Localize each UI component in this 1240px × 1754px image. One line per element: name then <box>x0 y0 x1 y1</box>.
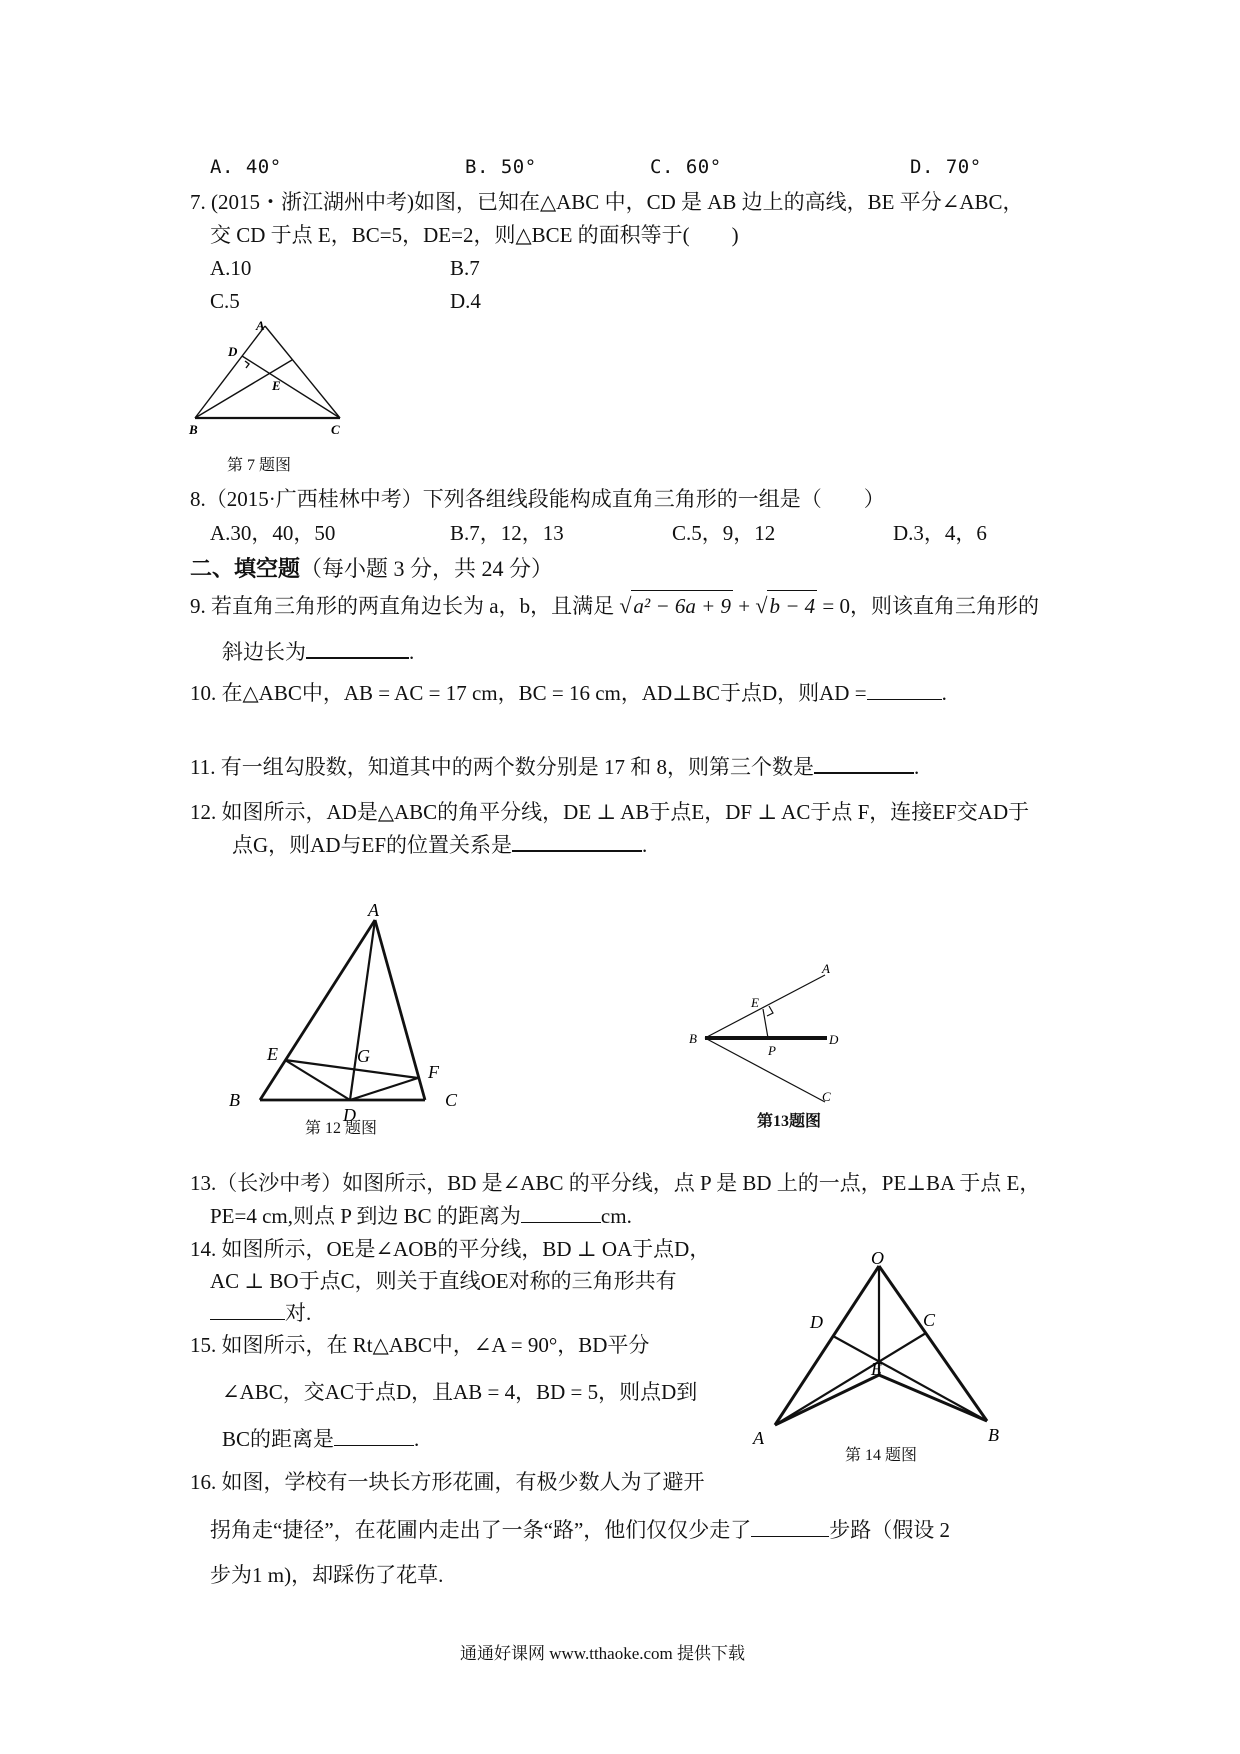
q12-answer-blank[interactable] <box>512 830 642 852</box>
q11-line <box>190 752 919 782</box>
q12-line1: 12. 如图所示，AD是△ABC的角平分线，DE ⊥ AB于点E，DF ⊥ AC于点 F，连接EF交AD于 <box>190 800 1030 824</box>
q14-caption: 第 14 题图 <box>845 1447 918 1464</box>
q7-label-a: A <box>256 318 265 333</box>
q12-label-g: G <box>357 1046 370 1066</box>
q15-answer-blank[interactable] <box>334 1425 414 1446</box>
q14-label-a: A <box>753 1428 764 1448</box>
q12-label-b: B <box>229 1090 240 1110</box>
q15-line3-text: BC的距离是 <box>222 1427 335 1451</box>
q9-answer-blank[interactable] <box>306 637 409 659</box>
q12-label-e: E <box>267 1044 278 1064</box>
q7-option-d: D.4 <box>450 289 481 313</box>
q12-figure <box>225 898 465 1125</box>
q7-label-c: C <box>331 422 340 437</box>
q7-label-e: E <box>272 378 281 393</box>
q11-answer-blank[interactable] <box>814 752 914 774</box>
q8-option-d: D.3，4，6 <box>893 521 987 545</box>
q13-line2 <box>210 1201 632 1231</box>
q16-line2-text: 拐角走“捷径”，在花圃内走出了一条“路”，他们仅仅少走了 <box>210 1518 752 1542</box>
q7-label-d: D <box>228 344 238 359</box>
q8-option-a: A.30，40，50 <box>210 521 336 545</box>
q16-line2-tail: 步路（假设 2 <box>829 1518 951 1542</box>
q16-answer-blank[interactable] <box>751 1516 829 1537</box>
q14-figure <box>745 1248 1015 1448</box>
section-title: 二、填空题 <box>190 556 301 581</box>
q7-option-b: B.7 <box>450 256 480 280</box>
q15-line3 <box>222 1424 419 1454</box>
q9-line2 <box>222 637 414 667</box>
q8-option-b: B.7，12，13 <box>450 521 564 545</box>
q7-line1: 7. (2015・浙江湖州中考)如图，已知在△ABC 中，CD 是 AB 边上的高线，BE 平分∠ABC， <box>190 190 1024 214</box>
q7-line2: 交 CD 于点 E，BC=5，DE=2，则△BCE 的面积等于( ) <box>210 223 739 247</box>
q12-line2 <box>232 830 647 860</box>
q15-end: . <box>414 1427 420 1451</box>
q16-line1: 16. 如图，学校有一块长方形花圃，有极少数人为了避开 <box>190 1470 705 1494</box>
q14-line3-text: 对. <box>285 1301 312 1325</box>
q12-caption: 第 12 题图 <box>305 1120 378 1137</box>
q6-option-a: A. 40° <box>210 156 282 178</box>
q13-label-e: E <box>751 995 759 1010</box>
q9-prefix: 9. 若直角三角形的两直角边长为 a，b，且满足 <box>190 594 615 618</box>
q9-plus: + <box>738 594 751 618</box>
q8-option-c: C.5，9，12 <box>672 521 776 545</box>
q13-label-b: B <box>689 1031 697 1046</box>
q9-line2-text: 斜边长为 <box>222 640 306 664</box>
q7-option-c: C.5 <box>210 289 240 313</box>
q12-label-a: A <box>368 900 379 920</box>
q14-label-e: E <box>871 1359 882 1379</box>
q12-line2-text: 点G，则AD与EF的位置关系是 <box>232 833 513 857</box>
q10-end: . <box>941 681 947 705</box>
q16-line3: 步为1 m)，却踩伤了花草. <box>210 1563 444 1587</box>
q6-option-d: D. 70° <box>910 156 982 178</box>
q15-line1: 15. 如图所示，在 Rt△ABC中，∠A = 90°，BD平分 <box>190 1333 650 1357</box>
q13-answer-blank[interactable] <box>521 1202 601 1223</box>
q10-line <box>190 678 947 708</box>
q9-line1: 9. 若直角三角形的两直角边长为 a，b，且满足 √a² − 6a + 9 + √b − 4 = 0，则该直角三角形的 <box>190 590 1039 621</box>
q9-root1: a² − 6a + 9 <box>631 590 733 621</box>
q12-label-f: F <box>428 1062 439 1082</box>
q13-line1: 13.（长沙中考）如图所示，BD 是∠ABC 的平分线，点 P 是 BD 上的一点，PE⊥BA 于点 E， <box>190 1171 1041 1195</box>
q7-figure <box>185 318 355 438</box>
q14-line2: AC ⊥ BO于点C，则关于直线OE对称的三角形共有 <box>210 1269 677 1293</box>
q16-line2 <box>210 1515 950 1545</box>
q12-label-c: C <box>445 1090 458 1110</box>
q14-label-o: O <box>871 1248 884 1268</box>
q7-option-a: A.10 <box>210 256 252 280</box>
q12-end: . <box>642 833 648 857</box>
q14-label-d: D <box>810 1312 823 1332</box>
q13-label-p: P <box>768 1043 776 1058</box>
q14-label-b: B <box>988 1425 999 1445</box>
q13-label-c: C <box>822 1089 831 1104</box>
q8-line1: 8.（2015·广西桂林中考）下列各组线段能构成直角三角形的一组是（ ） <box>190 487 885 511</box>
q10-answer-blank[interactable] <box>867 679 942 700</box>
q7-caption: 第 7 题图 <box>227 457 292 474</box>
q14-label-c: C <box>923 1310 936 1330</box>
q14-line3 <box>210 1298 311 1328</box>
section-note: （每小题 3 分，共 24 分） <box>300 556 554 581</box>
q11-text: 11. 有一组勾股数，知道其中的两个数分别是 17 和 8，则第三个数是 <box>190 755 814 779</box>
section-heading <box>190 552 553 583</box>
q9-end: . <box>409 640 415 664</box>
q13-label-a: A <box>822 961 830 976</box>
q6-option-c: C. 60° <box>650 156 722 178</box>
q14-line1: 14. 如图所示，OE是∠AOB的平分线，BD ⊥ OA于点D， <box>190 1237 711 1261</box>
q9-eq: = 0，则该直角三角形的 <box>822 594 1039 618</box>
q6-option-b: B. 50° <box>465 156 537 178</box>
q12-label-d: D <box>343 1105 356 1125</box>
page-footer: 通通好课网 www.tthaoke.com 提供下载 <box>460 1644 746 1663</box>
q11-end: . <box>913 755 920 779</box>
q10-text: 10. 在△ABC中，AB = AC = 17 cm，BC = 16 cm，AD⊥BC于点D，则AD = <box>190 681 867 705</box>
q13-figure <box>685 961 845 1105</box>
q13-line2-text: PE=4 cm,则点 P 到边 BC 的距离为 <box>210 1204 521 1228</box>
q14-answer-blank[interactable] <box>210 1299 285 1320</box>
q7-label-b: B <box>189 422 198 437</box>
q13-label-d: D <box>829 1032 839 1047</box>
q9-root2: b − 4 <box>767 590 817 621</box>
q13-unit: cm. <box>600 1204 632 1228</box>
q13-caption: 第13题图 <box>757 1113 822 1130</box>
q15-line2: ∠ABC，交AC于点D，且AB = 4，BD = 5，则点D到 <box>222 1380 698 1404</box>
